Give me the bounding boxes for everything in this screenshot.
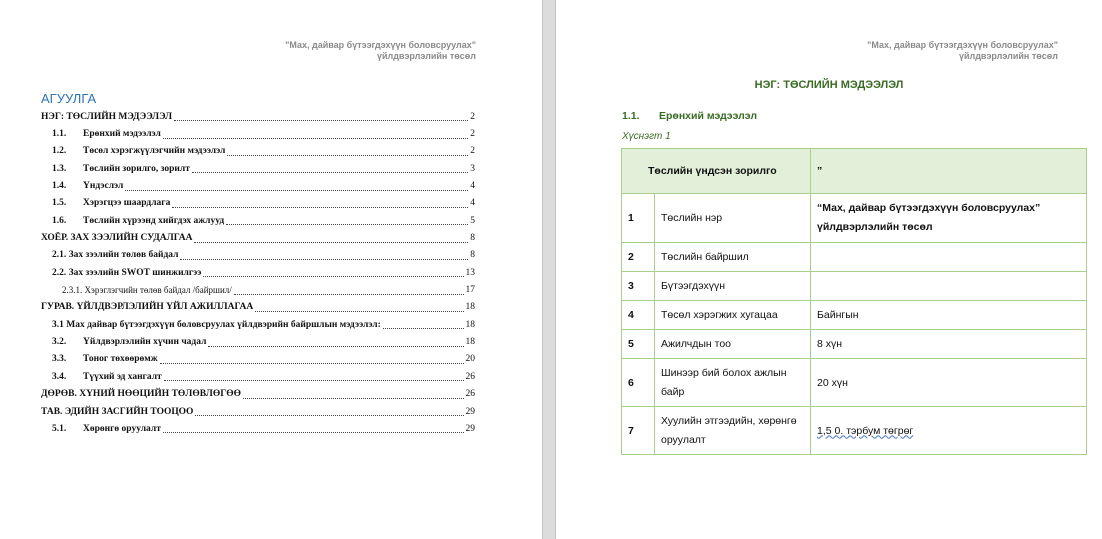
toc-entry-page: 18 bbox=[465, 337, 475, 348]
toc-entry[interactable] bbox=[41, 368, 475, 385]
table-row bbox=[622, 301, 1087, 330]
toc-entry[interactable] bbox=[41, 316, 475, 333]
row-value: “Мах, дайвар бүтээгдэхүүн боловсруулах” үйлдвэрлэлийн төсөл bbox=[811, 194, 1087, 243]
toc-entry-number: 1.5. bbox=[52, 198, 67, 209]
toc-entry-text: ДӨРӨВ. ХҮНИЙ НӨӨЦИЙН ТӨЛӨВЛӨГӨӨ bbox=[41, 389, 242, 400]
toc-entry-page: 18 bbox=[465, 302, 475, 313]
toc-entry-text: 3.1 Мах дайвар бүтээгдэхүүн боловсруулах үйлдвэрийн байршлын мэдээлэл: bbox=[52, 319, 381, 330]
toc-entry-page: 8 bbox=[470, 233, 475, 244]
toc-entry-page: 2 bbox=[470, 129, 475, 140]
toc-entry-page: 2 bbox=[470, 146, 475, 157]
row-label: Хуулийн этгээдийн, хөрөнгө оруулалт bbox=[655, 407, 811, 455]
header-cell-value: ” bbox=[811, 149, 1087, 194]
toc-entry[interactable] bbox=[41, 247, 475, 264]
subsection-number: 1.1. bbox=[622, 110, 640, 122]
header-line-1: "Мах, дайвар бүтээгдэхүүн боловсруулах" bbox=[867, 40, 1058, 50]
toc-entry-text: НЭГ: ТӨСЛИЙН МЭДЭЭЛЭЛ bbox=[41, 111, 173, 122]
table-row bbox=[622, 272, 1087, 301]
table-row bbox=[622, 330, 1087, 359]
toc-entry-page: 4 bbox=[470, 181, 475, 192]
row-number: 2 bbox=[622, 243, 655, 272]
toc-entry-number: 5.1. bbox=[52, 423, 67, 434]
toc-entry[interactable] bbox=[41, 403, 475, 420]
row-label: Төслийн байршил bbox=[655, 243, 811, 272]
toc-entry-number: 1.2. bbox=[52, 146, 67, 157]
page-right bbox=[556, 0, 1102, 539]
toc-entry[interactable] bbox=[41, 108, 475, 125]
toc-entry-page: 8 bbox=[470, 250, 475, 261]
table-row bbox=[622, 407, 1087, 455]
toc-leader-dots bbox=[164, 372, 464, 381]
toc-leader-dots bbox=[383, 320, 464, 329]
row-label: Шинээр бий болох ажлын байр bbox=[655, 359, 811, 407]
toc-entry[interactable] bbox=[41, 299, 475, 316]
row-label: Төслийн нэр bbox=[655, 194, 811, 243]
toc-entry-number: 3.2. bbox=[52, 337, 67, 348]
row-number: 3 bbox=[622, 272, 655, 301]
toc-leader-dots bbox=[160, 355, 464, 364]
toc-entry-number: 1.4. bbox=[52, 181, 67, 192]
row-label: Төсөл хэрэгжих хугацаа bbox=[655, 301, 811, 330]
toc-leader-dots bbox=[163, 424, 464, 433]
toc-entry-page: 26 bbox=[465, 371, 475, 382]
toc-entry-text: 2.3.1. Хэрэглэгчийн төлөв байдал /байршил/ bbox=[62, 285, 232, 296]
row-value: Байнгын bbox=[811, 301, 1087, 330]
toc-entry[interactable] bbox=[41, 195, 475, 212]
table-row bbox=[622, 243, 1087, 272]
toc-entry-text: 2.2. Зах зээлийн SWOT шинжилгээ bbox=[52, 267, 202, 278]
header-cell-label: Төслийн үндсэн зорилго bbox=[622, 149, 811, 194]
subsection-title: Ерөнхий мэдээлэл bbox=[659, 110, 758, 122]
toc-entry[interactable] bbox=[41, 229, 475, 246]
toc-entry-page: 20 bbox=[465, 354, 475, 365]
row-value bbox=[811, 243, 1087, 272]
toc-entry-page: 4 bbox=[470, 198, 475, 209]
toc-entry-text: ХОЁР. ЗАХ ЗЭЭЛИЙН СУДАЛГАА bbox=[41, 233, 193, 244]
toc-entry[interactable] bbox=[41, 160, 475, 177]
toc-entry-page: 17 bbox=[465, 285, 475, 296]
page-left bbox=[0, 0, 542, 539]
toc-leader-dots bbox=[195, 407, 463, 416]
toc-entry[interactable] bbox=[41, 420, 475, 437]
row-number: 1 bbox=[622, 194, 655, 243]
row-value bbox=[811, 272, 1087, 301]
row-number: 6 bbox=[622, 359, 655, 407]
toc-leader-dots bbox=[174, 112, 468, 121]
toc-entry-text: Ерөнхий мэдээлэл bbox=[83, 129, 161, 140]
table-row bbox=[622, 194, 1087, 243]
toc-entry-text: Үндэслэл bbox=[83, 181, 124, 192]
toc-entry[interactable] bbox=[41, 143, 475, 160]
toc-title: АГУУЛГА bbox=[41, 91, 97, 106]
toc-leader-dots bbox=[192, 164, 468, 173]
toc-entry-text: Үйлдвэрлэлийн хүчин чадал bbox=[83, 337, 207, 348]
row-value: 8 хүн bbox=[811, 330, 1087, 359]
toc-entry[interactable] bbox=[41, 333, 475, 350]
toc-entry-text: Төсөл хэрэгжүүлэгчийн мэдээлэл bbox=[83, 146, 226, 157]
toc-entry[interactable] bbox=[41, 264, 475, 281]
toc-leader-dots bbox=[226, 216, 468, 225]
toc-entry[interactable] bbox=[41, 351, 475, 368]
toc-entry[interactable] bbox=[41, 212, 475, 229]
toc-leader-dots bbox=[163, 130, 468, 139]
toc-entry-number: 1.1. bbox=[52, 129, 67, 140]
toc-leader-dots bbox=[234, 286, 464, 295]
toc-entry-text: Түүхий эд хангалт bbox=[83, 371, 162, 382]
toc-entry-number: 1.3. bbox=[52, 163, 67, 174]
row-value: 1,5 0. тэрбум төгрөг bbox=[811, 407, 1087, 455]
toc-entry-text: ТАВ. ЭДИЙН ЗАСГИЙН ТООЦОО bbox=[41, 406, 194, 417]
header-line-2: үйлдвэрлэлийн төсөл bbox=[376, 51, 476, 61]
row-number: 7 bbox=[622, 407, 655, 455]
row-number: 4 bbox=[622, 301, 655, 330]
toc-entry-text: Тоног төхөөрөмж bbox=[83, 354, 158, 365]
toc-leader-dots bbox=[243, 390, 463, 399]
row-label: Ажилчдын тоо bbox=[655, 330, 811, 359]
toc-leader-dots bbox=[255, 303, 463, 312]
toc-entry-number: 1.6. bbox=[52, 215, 67, 226]
table-header-row bbox=[622, 149, 1087, 194]
toc-entry[interactable] bbox=[41, 386, 475, 403]
toc-entry-text: ГУРАВ. ҮЙЛДВЭРЛЭЛИЙН ҮЙЛ АЖИЛЛАГАА bbox=[41, 302, 254, 313]
toc-leader-dots bbox=[125, 182, 468, 191]
toc-entry[interactable] bbox=[41, 281, 475, 298]
row-value: 20 хүн bbox=[811, 359, 1087, 407]
toc-entry-page: 29 bbox=[465, 423, 475, 434]
toc-entry-page: 5 bbox=[470, 215, 475, 226]
toc-entry-number: 3.4. bbox=[52, 371, 67, 382]
toc-leader-dots bbox=[203, 268, 463, 277]
toc-entry-page: 2 bbox=[470, 111, 475, 122]
header-line-1: "Мах, дайвар бүтээгдэхүүн боловсруулах" bbox=[285, 40, 476, 50]
toc-leader-dots bbox=[208, 338, 463, 347]
section-title: НЭГ: ТӨСЛИЙН МЭДЭЭЛЭЛ bbox=[754, 79, 904, 91]
page-header bbox=[285, 40, 476, 62]
table-row bbox=[622, 359, 1087, 407]
table-caption: Хүснэгт 1 bbox=[622, 131, 671, 142]
toc-entry-text: Хөрөнгө оруулалт bbox=[83, 423, 161, 434]
toc-leader-dots bbox=[172, 199, 468, 208]
page-header bbox=[867, 40, 1058, 62]
toc-entry-page: 26 bbox=[465, 389, 475, 400]
toc-entry-page: 13 bbox=[465, 267, 475, 278]
toc-entry-number: 3.3. bbox=[52, 354, 67, 365]
toc-entry-text: Төслийн хүрээнд хийгдэх ажлууд bbox=[83, 215, 225, 226]
toc-leader-dots bbox=[194, 234, 468, 243]
header-line-2: үйлдвэрлэлийн төсөл bbox=[958, 51, 1058, 61]
table-of-contents bbox=[41, 108, 475, 438]
toc-entry[interactable] bbox=[41, 177, 475, 194]
toc-leader-dots bbox=[180, 251, 468, 260]
row-label: Бүтээгдэхүүн bbox=[655, 272, 811, 301]
row-number: 5 bbox=[622, 330, 655, 359]
project-info-table bbox=[621, 148, 1087, 455]
toc-entry-page: 29 bbox=[465, 406, 475, 417]
page-gap bbox=[542, 0, 556, 539]
toc-entry-text: Хэрэгцээ шаардлага bbox=[83, 198, 171, 209]
toc-entry-text: Төслийн зорилго, зорилт bbox=[83, 163, 190, 174]
subsection-heading bbox=[622, 110, 757, 122]
toc-entry[interactable] bbox=[41, 125, 475, 142]
toc-entry-page: 18 bbox=[465, 319, 475, 330]
toc-entry-page: 3 bbox=[470, 163, 475, 174]
toc-leader-dots bbox=[227, 147, 468, 156]
toc-entry-text: 2.1. Зах зээлийн төлөв байдал bbox=[52, 250, 179, 261]
